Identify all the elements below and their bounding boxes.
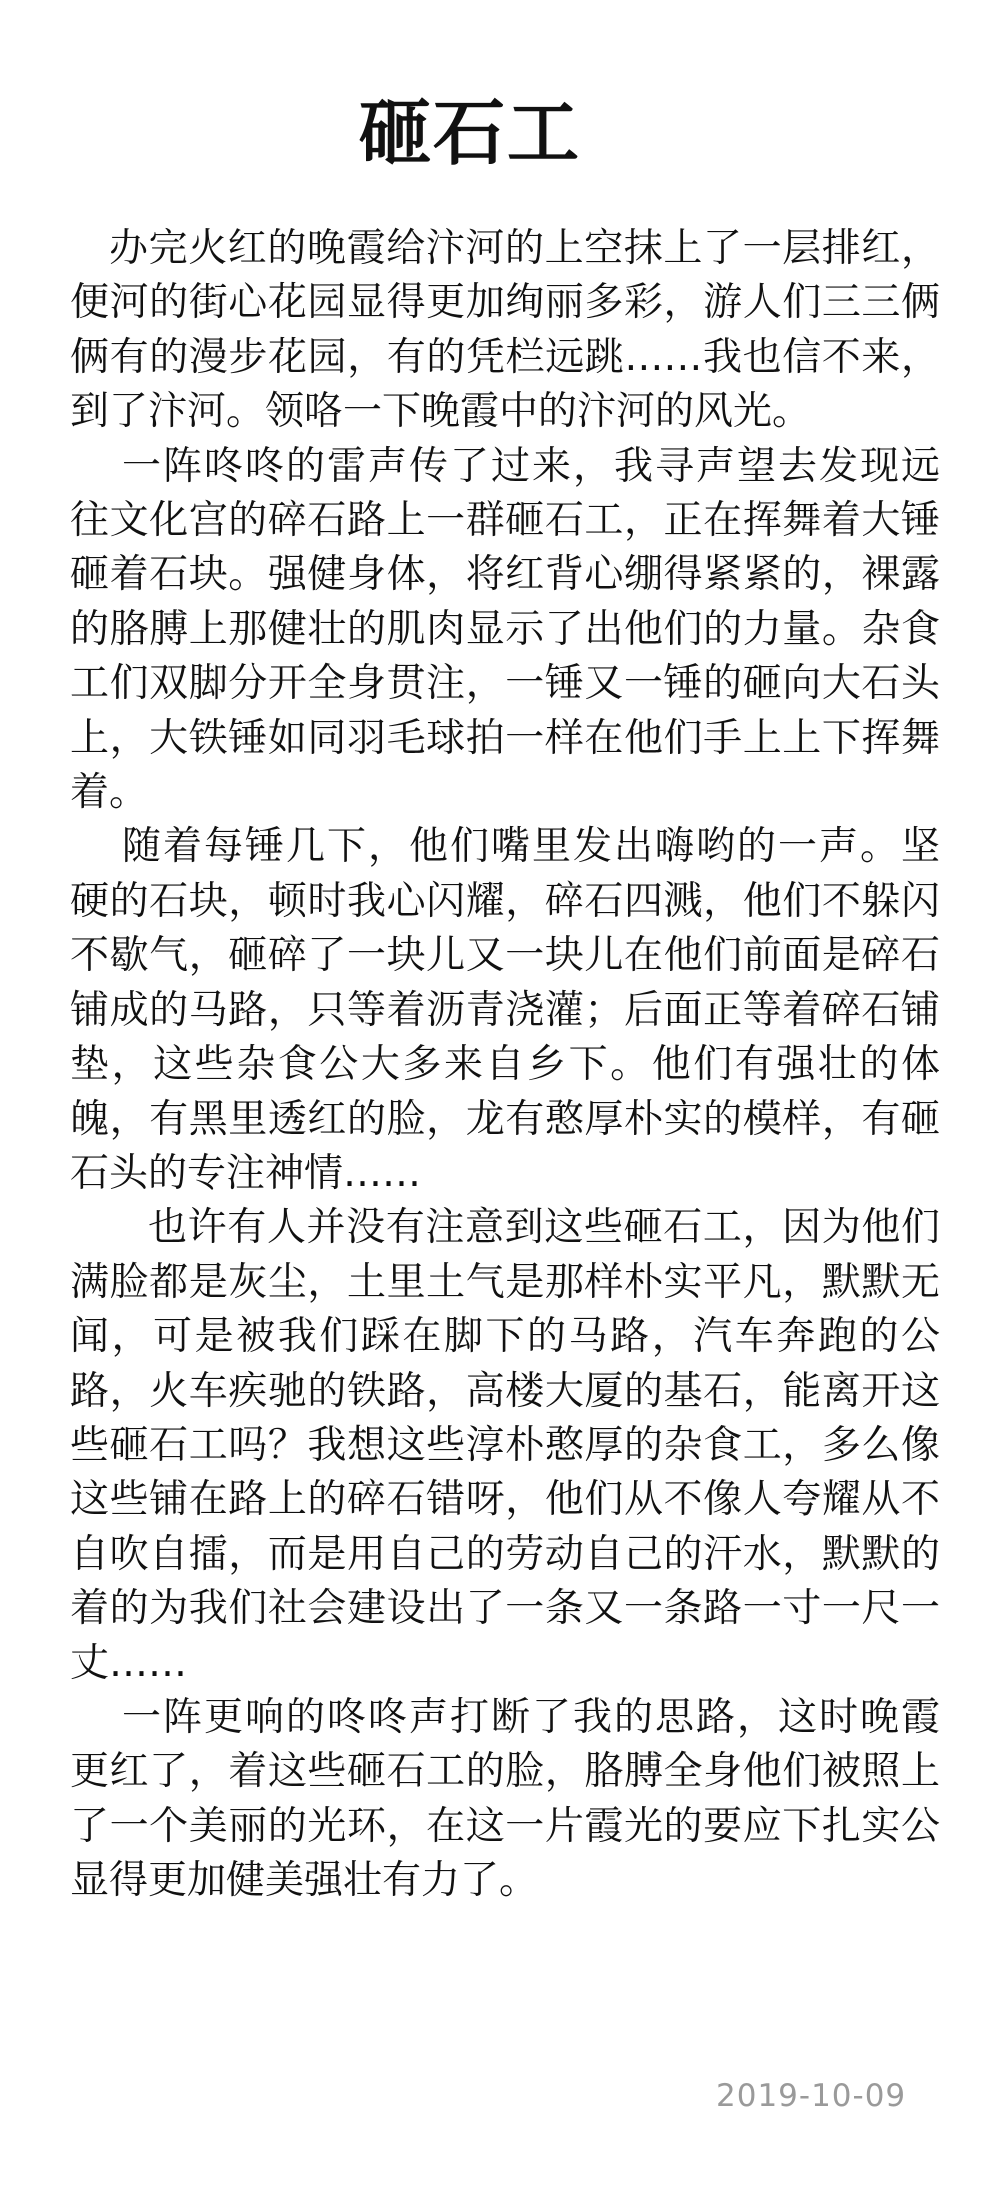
article-paragraph-1: 办完火红的晚霞给汴河的上空抹上了一层排红，便河的街心花园显得更加绚丽多彩，游人们三三俩俩有的漫步花园，有的凭栏远跳……我也信不来，到了汴河。领咯一下晚霞中的汴河的风光。 (70, 226, 940, 435)
article-title: 砸石工 (358, 91, 581, 175)
article-body (70, 222, 940, 1909)
article-date: 2019-10-09 (716, 2078, 907, 2114)
article-paragraph-5: 一阵更响的咚咚声打断了我的思路，这时晚霞更红了，着这些砸石工的脸，胳膊全身他们被照上了一个美丽的光环，在这一片霞光的要应下扎实公显得更加健美强壮有力了。 (70, 1694, 940, 1904)
article-paragraph-2: 一阵咚咚的雷声传了过来，我寻声望去发现远往文化宫的碎石路上一群砸石工，正在挥舞着大锤砸着石块。强健身体，将红背心绷得紧紧的，裸露的胳膊上那健壮的肌肉显示了出他们的力量。杂食工们双脚分开全身贯注，一锤又一锤的砸向大石头上，大铁锤如同羽毛球拍一样在他们手上上下挥舞着。 (70, 443, 940, 816)
article-paragraph-3: 随着每锤几下，他们嘴里发出嗨哟的一声。坚硬的石块，顿时我心闪耀，碎石四溅，他们不躲闪不歇气，砸碎了一块儿又一块儿在他们前面是碎石铺成的马路，只等着沥青浇灌；后面正等着碎石铺垫，这些杂食公大多来自乡下。他们有强壮的体魄，有黑里透红的脸，龙有憨厚朴实的模样，有砸石头的专注神情…… (70, 824, 940, 1196)
article-paragraph-4: 也许有人并没有注意到这些砸石工，因为他们满脸都是灰尘，土里土气是那样朴实平凡，默默无闻，可是被我们踩在脚下的马路，汽车奔跑的公路，火车疾驰的铁路，高楼大厦的基石，能离开这些砸石工吗？我想这些淳朴憨厚的杂食工，多么像这些铺在路上的碎石错呀，他们从不像人夸耀从不自吹自擂，而是用自己的劳动自己的汗水，默默的着的为我们社会建设出了一条又一条路一寸一尺一丈…… (70, 1205, 940, 1686)
